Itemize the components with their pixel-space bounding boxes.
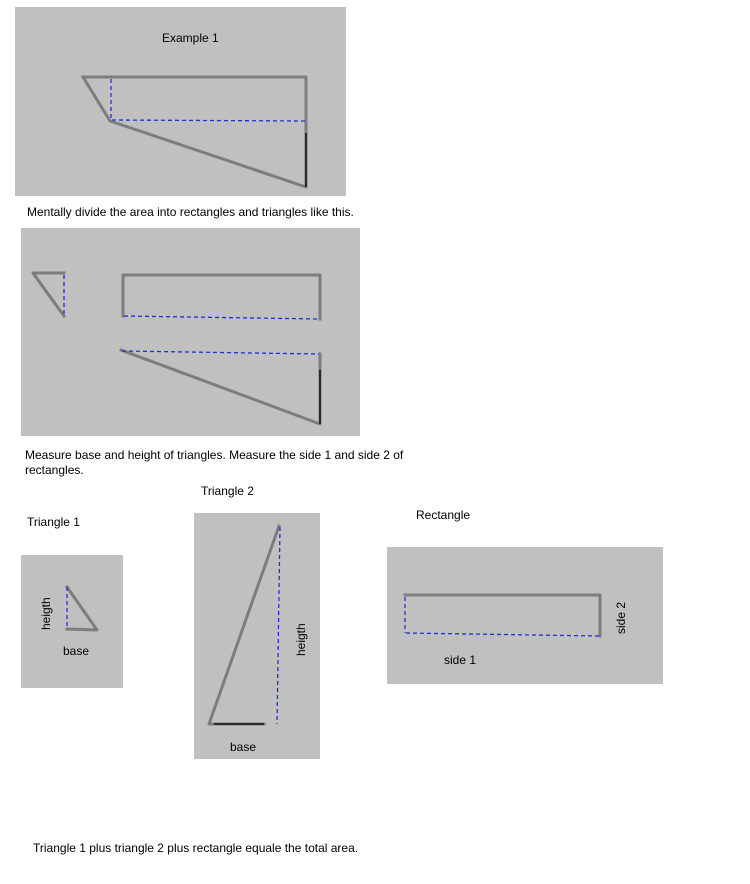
rectangle-panel [387, 547, 663, 684]
rectangle-side1-label: side 1 [444, 653, 477, 667]
summary-text: Triangle 1 plus triangle 2 plus rectangle equale the total area. [33, 841, 359, 855]
triangle2-height-label: heigth [294, 623, 308, 656]
triangle1-base-label: base [63, 644, 90, 658]
triangle1-title: Triangle 1 [27, 515, 80, 529]
rectangle-side2-label: side 2 [614, 601, 628, 635]
divided-shapes [21, 228, 360, 436]
triangle2-panel [194, 513, 320, 759]
split-caption: Measure base and height of triangles. Measure the side 1 and side 2 of rectangles. [25, 448, 404, 477]
triangle1-shape [21, 555, 123, 688]
divided-panel [21, 228, 360, 436]
example-panel [15, 7, 346, 196]
triangle2-base-label: base [230, 740, 257, 754]
triangle1-height-label: heigth [39, 597, 53, 630]
rectangle-title: Rectangle [416, 508, 471, 522]
triangle1-panel [21, 555, 123, 688]
example-shape [15, 7, 346, 196]
example-caption: Mentally divide the area into rectangles and triangles like this. [27, 205, 354, 219]
triangle2-title: Triangle 2 [201, 484, 254, 498]
example-title: Example 1 [162, 31, 219, 45]
